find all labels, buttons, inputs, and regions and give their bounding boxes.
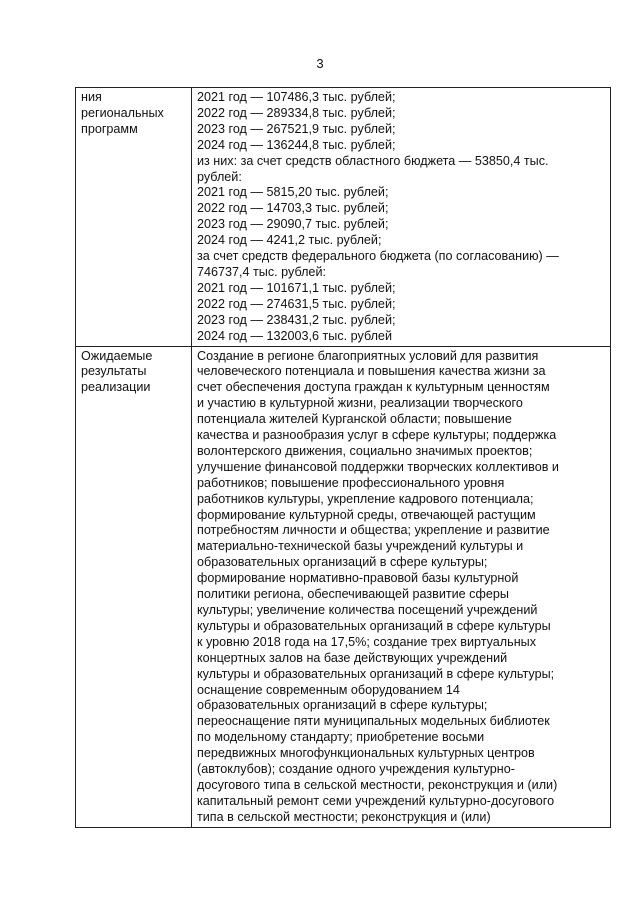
row-content-line: рублей: bbox=[197, 169, 242, 184]
row-content-line: материально-технической базы учреждений культуры и bbox=[197, 539, 524, 554]
row-label-line: Ожидаемые bbox=[81, 348, 153, 363]
row-content-line: концертных залов на базе действующих учреждений bbox=[197, 650, 508, 665]
row-content-line: улучшение финансовой поддержки творческих коллективов и bbox=[197, 459, 559, 474]
row-content-line: Создание в регионе благоприятных условий для развития bbox=[197, 348, 539, 363]
row-content-line: 2023 год — 238431,2 тыс. рублей; bbox=[197, 312, 396, 327]
row-content-line: 746737,4 тыс. рублей: bbox=[197, 264, 326, 279]
row-content-line: 2021 год — 107486,3 тыс. рублей; bbox=[197, 90, 396, 104]
row-content-line: и участию в культурной жизни, реализации творческого bbox=[197, 396, 523, 411]
row-content-line: капитальный ремонт семи учреждений культурно-досугового bbox=[197, 793, 555, 808]
row-label-cell bbox=[76, 88, 192, 347]
row-content-line: по модельному стандарту; приобретение восьми bbox=[197, 730, 485, 745]
row-content-line: 2022 год — 14703,3 тыс. рублей; bbox=[197, 201, 389, 216]
row-content-line: 2021 год — 5815,20 тыс. рублей; bbox=[197, 185, 389, 200]
passport-table bbox=[75, 87, 611, 828]
row-content-line: культуры и образовательных организаций в сфере культуры; bbox=[197, 666, 555, 681]
row-content-line: работников культуры, укрепление кадрового потенциала; bbox=[197, 491, 534, 506]
row-content-line: волонтерского движения, социально значимых проектов; bbox=[197, 443, 533, 458]
row-content-line: качества и разнообразия услуг в сфере культуры; поддержка bbox=[197, 428, 557, 443]
row-content-line: типа в сельской местности; реконструкция и (или) bbox=[197, 809, 491, 824]
row-content-line: работников; повышение профессионального уровня bbox=[197, 475, 505, 490]
row-content-line: формирование культурной среды, отвечающей растущим bbox=[197, 507, 536, 522]
table-body bbox=[76, 88, 611, 828]
row-content-line: за счет средств федерального бюджета (по согласованию) — bbox=[197, 249, 559, 264]
row-content-line: потенциала жителей Курганской области; повышение bbox=[197, 412, 512, 427]
row-content-line: потребностям личности и общества; укрепление и развитие bbox=[197, 523, 550, 538]
row-content-line: (автоклубов); создание одного учреждения культурно- bbox=[197, 762, 515, 777]
row-content-line: образовательных организаций в сфере культуры; bbox=[197, 698, 488, 713]
row-content-line: 2023 год — 267521,9 тыс. рублей; bbox=[197, 121, 396, 136]
row-content-line: культуры; увеличение количества посещений учреждений bbox=[197, 603, 538, 617]
row-content-line: из них: за счет средств областного бюджета — 53850,4 тыс. bbox=[197, 153, 549, 168]
row-content-line: 2024 год — 136244,8 тыс. рублей; bbox=[197, 137, 396, 152]
row-content-line: оснащение современным оборудованием 14 bbox=[197, 682, 460, 697]
row-content-line: счет обеспечения доступа граждан к культурным ценностям bbox=[197, 380, 550, 395]
row-content-line: политики региона, обеспечивающей развитие сферы bbox=[197, 587, 509, 602]
row-content-line: 2021 год — 101671,1 тыс. рублей; bbox=[197, 280, 396, 295]
table-row bbox=[76, 346, 611, 827]
row-content-line: культуры и образовательных организаций в сфере культуры bbox=[197, 618, 551, 633]
row-content-line: 2023 год — 29090,7 тыс. рублей; bbox=[197, 217, 389, 232]
row-label-cell bbox=[76, 346, 192, 827]
row-label-line: ния bbox=[81, 90, 102, 104]
row-content-line: передвижных многофункциональных культурных центров bbox=[197, 746, 535, 761]
row-label-line: региональных bbox=[81, 105, 164, 120]
row-content-line: к уровню 2018 года на 17,5%; создание трех виртуальных bbox=[197, 634, 537, 649]
row-content-line: 2024 год — 132003,6 тыс. рублей bbox=[197, 328, 392, 343]
row-content-cell bbox=[192, 88, 611, 347]
row-content-line: человеческого потенциала и повышения качества жизни за bbox=[197, 364, 546, 379]
table-row bbox=[76, 88, 611, 347]
row-content-line: 2022 год — 289334,8 тыс. рублей; bbox=[197, 105, 396, 120]
row-content-line: 2024 год — 4241,2 тыс. рублей; bbox=[197, 233, 382, 248]
row-content-line: 2022 год — 274631,5 тыс. рублей; bbox=[197, 296, 396, 311]
row-label-line: реализации bbox=[81, 380, 151, 395]
row-content-line: образовательных организаций в сфере культуры; bbox=[197, 555, 488, 570]
row-label-line: программ bbox=[81, 121, 138, 136]
row-content-line: досугового типа в сельской местности, реконструкция и (или) bbox=[197, 777, 558, 792]
row-content-cell bbox=[192, 346, 611, 827]
page-number: 3 bbox=[316, 56, 324, 71]
row-content-line: формирование нормативно-правовой базы культурной bbox=[197, 571, 519, 586]
row-label-line: результаты bbox=[81, 364, 147, 379]
row-content-line: переоснащение пяти муниципальных модельных библиотек bbox=[197, 714, 550, 729]
